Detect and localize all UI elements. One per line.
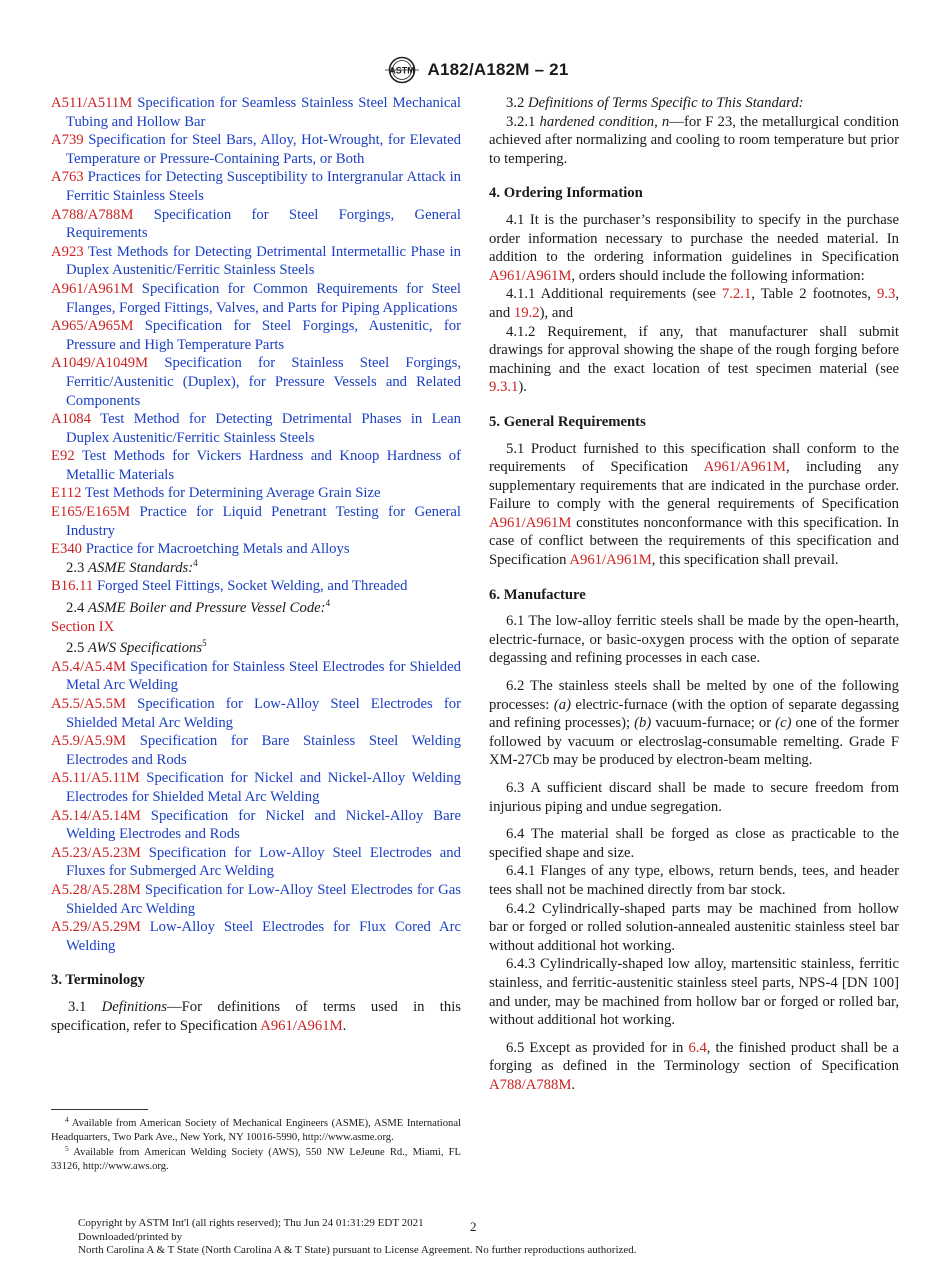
- reference-title[interactable]: Low-Alloy Steel Electrodes for Flux Cored Arc Welding: [66, 919, 461, 954]
- paragraph-3-2-1: 3.2.1 hardened condition, n—for F 23, the metallurgical condition achieved after normalizing and cooling to room temperature but prior to tempering.: [489, 113, 899, 167]
- reference-title[interactable]: Practice for Macroetching Metals and Alloys: [85, 541, 350, 558]
- spec-link[interactable]: A961/A961M: [489, 514, 572, 531]
- section-heading-ordering: 4. Ordering Information: [489, 185, 643, 202]
- reference-title[interactable]: Specification for Steel Bars, Alloy, Hot-Wrought, for Elevated Temperature or Pressure-Containing Parts, or Both: [66, 132, 461, 167]
- reference-entry[interactable]: [51, 410, 461, 447]
- reference-code[interactable]: A5.5/A5.5M: [51, 696, 127, 712]
- reference-title[interactable]: Specification for Nickel and Nickel-Alloy Bare Welding Electrodes and Rods: [66, 807, 462, 843]
- reference-title[interactable]: Specification for Stainless Steel Electrodes for Shielded Metal Arc Welding: [66, 658, 461, 694]
- paragraph-6-5: 6.5 Except as provided for in 6.4, the finished product shall be a forging as defined in the Terminology section of Specification A788/A788M.: [489, 1039, 900, 1093]
- svg-text:ASTM: ASTM: [388, 65, 415, 76]
- reference-code[interactable]: E340: [51, 541, 83, 558]
- reference-code[interactable]: E165/E165M: [51, 504, 131, 521]
- reference-code[interactable]: A5.14/A5.14M: [51, 807, 141, 824]
- spec-link[interactable]: A961/A961M: [260, 1017, 343, 1034]
- page-number: 2: [470, 1219, 477, 1234]
- reference-title[interactable]: Test Method for Detecting Detrimental Phases in Lean Duplex Austenitic/Ferritic Stainless Steels: [66, 411, 461, 446]
- reference-title[interactable]: Specification for Bare Stainless Steel Welding Electrodes and Rods: [66, 733, 461, 768]
- paragraph-5-1: 5.1 Product furnished to this specification shall conform to the requirements of Specification A961/A961M, including any supplementary requirements that are indicated in the purchase order. Failure to comply with the general requirements of Specification A961/A961M constitutes nonconformance with this specification. In case of conflict between the requirements of this specification and Specification A961/A961M, this specification shall prevail.: [489, 440, 900, 569]
- reference-entry[interactable]: [51, 769, 461, 806]
- reference-entry[interactable]: [51, 918, 461, 955]
- reference-code[interactable]: A5.4/A5.4M: [51, 658, 127, 675]
- section-link[interactable]: 7.2.1: [721, 286, 752, 303]
- page-footer: [78, 1217, 918, 1258]
- reference-title[interactable]: Test Methods for Determining Average Grain Size: [84, 485, 381, 502]
- astm-reference-list: [51, 94, 461, 559]
- footnotes: [51, 1117, 461, 1175]
- reference-code[interactable]: A923: [51, 243, 84, 260]
- reference-title[interactable]: Specification for Low-Alloy Steel Electrodes for Shielded Metal Arc Welding: [66, 696, 461, 731]
- spec-link[interactable]: A961/A961M: [489, 267, 572, 284]
- left-column: [51, 94, 461, 1035]
- paragraph-6-4-2: 6.4.2 Cylindrically-shaped parts may be machined from hollow bar or forged or rolled solution-annealed austenitic stainless steel bar without additional hot working.: [489, 900, 899, 954]
- paragraph-6-4: 6.4 The material shall be forged as close as practicable to the specified shape and size.: [489, 826, 899, 861]
- copyright-line: Copyright by ASTM Int'l (all rights reserved); Thu Jun 24 01:31:29 EDT 2021: [78, 1217, 424, 1229]
- reference-entry[interactable]: [51, 484, 461, 503]
- reference-code[interactable]: A739: [51, 132, 84, 149]
- reference-code[interactable]: A961/A961M: [51, 280, 134, 297]
- reference-entry[interactable]: [51, 732, 461, 769]
- reference-code[interactable]: A511/A511M: [51, 95, 133, 111]
- reference-entry[interactable]: [51, 206, 461, 243]
- reference-title[interactable]: Specification for Steel Forgings, Austenitic, for Pressure and High Temperature Parts: [66, 318, 461, 353]
- reference-entry[interactable]: [51, 280, 461, 317]
- paragraph-4-1-1: 4.1.1 Additional requirements (see 7.2.1, Table 2 footnotes, 9.3, and 19.2), and: [489, 286, 899, 321]
- section-link[interactable]: 9.3.1: [489, 379, 519, 396]
- footnote-rule: [51, 1109, 148, 1110]
- reference-entry[interactable]: [51, 94, 461, 131]
- reference-entry[interactable]: [51, 503, 461, 540]
- paragraph-3-2: 3.2 Definitions of Terms Specific to This Standard:: [506, 95, 804, 111]
- document-designation: A182/A182M – 21: [427, 60, 569, 79]
- page-header: [0, 56, 950, 84]
- reference-title[interactable]: Specification for Low-Alloy Steel Electrodes for Gas Shielded Arc Welding: [66, 881, 461, 917]
- reference-code[interactable]: A1084: [51, 411, 91, 428]
- paragraph-6-2: 6.2 The stainless steels shall be melted by one of the following processes: (a) electric-furnace (with the option of separate degassing and refining processes); (b) vacuum-furnace; or (c) one of the former followed by vacuum or electroslag-consumable remelting. Grade F XM-27Cb may be produced by electron-beam melting.: [489, 678, 900, 769]
- reference-code[interactable]: A1049/A1049M: [51, 355, 149, 372]
- reference-entry[interactable]: [51, 447, 461, 484]
- reference-entry[interactable]: [51, 807, 461, 844]
- aws-reference-list: [51, 658, 461, 956]
- section-2-3: 2.3 ASME Standards:$^4$: [66, 557, 198, 576]
- asme-reference[interactable]: [51, 577, 461, 596]
- section-link[interactable]: 19.2: [513, 304, 540, 321]
- footnote-5: $^5$ Available from American Welding Society (AWS), 550 NW LeJeune Rd., Miami, FL 33126, http://www.aws.org.: [51, 1143, 461, 1173]
- asme-bpvc-section-ix-link[interactable]: Section IX: [51, 618, 115, 635]
- reference-entry[interactable]: [51, 844, 461, 881]
- section-link[interactable]: 6.4: [688, 1039, 707, 1056]
- section-link[interactable]: 9.3: [876, 286, 896, 303]
- reference-entry[interactable]: [51, 881, 461, 918]
- paragraph-6-4-3: 6.4.3 Cylindrically-shaped low alloy, martensitic stainless, ferritic stainless, and ferritic-austenitic stainless steel parts, NPS-4 [DN 100] and under, may be machined from hollow bar or forged or rolled bar, without additional hot working.: [489, 956, 899, 1029]
- reference-title[interactable]: Practice for Liquid Penetrant Testing for General Industry: [66, 504, 462, 539]
- reference-entry[interactable]: [51, 354, 461, 410]
- section-2-5: 2.5 AWS Specifications$^5$: [66, 638, 207, 657]
- paragraph-6-3: 6.3 A sufficient discard shall be made to secure freedom from injurious piping and undue segregation.: [489, 780, 899, 815]
- right-column: [489, 94, 899, 1095]
- section-heading-terminology: 3. Terminology: [51, 972, 145, 989]
- reference-entry[interactable]: [51, 658, 461, 695]
- reference-title[interactable]: Specification for Steel Forgings, General Requirements: [66, 206, 461, 242]
- reference-entry[interactable]: [51, 317, 461, 354]
- reference-title[interactable]: Test Methods for Vickers Hardness and Knoop Hardness of Metallic Materials: [66, 448, 461, 483]
- download-line: Downloaded/printed by: [78, 1230, 183, 1243]
- section-heading-manufacture: 6. Manufacture: [489, 586, 586, 603]
- spec-link[interactable]: A788/A788M: [489, 1076, 572, 1093]
- reference-code[interactable]: A965/A965M: [51, 318, 134, 335]
- reference-title[interactable]: Specification for Common Requirements for Steel Flanges, Forged Fittings, Valves, and Parts for Piping Applications: [66, 280, 461, 316]
- reference-code[interactable]: E112: [51, 485, 82, 502]
- reference-entry[interactable]: [51, 540, 461, 559]
- paragraph-4-1: 4.1 It is the purchaser’s responsibility to specify in the purchase order information necessary to purchase the needed material. In addition to the ordering information guidelines in Specification A961/A961M, orders should include the following information:: [489, 211, 899, 284]
- reference-title[interactable]: Specification for Stainless Steel Forgings, Ferritic/Austenitic (Duplex), for Pressure Vessels and Related Components: [66, 355, 461, 409]
- reference-entry[interactable]: [51, 168, 461, 205]
- reference-code[interactable]: A5.29/A5.29M: [51, 919, 141, 936]
- section-heading-general: 5. General Requirements: [489, 413, 646, 430]
- reference-entry[interactable]: [51, 131, 461, 168]
- reference-code[interactable]: A763: [51, 169, 84, 186]
- astm-logo-icon: [382, 56, 422, 84]
- reference-code[interactable]: E92: [51, 448, 75, 465]
- paragraph-6-1: 6.1 The low-alloy ferritic steels shall be made by the open-hearth, electric-furnace, or basic-oxygen process with the option of separate degassing and refining processes in each case.: [489, 613, 899, 667]
- reference-entry[interactable]: [51, 695, 461, 732]
- reference-title[interactable]: Specification for Seamless Stainless Steel Mechanical Tubing and Hollow Bar: [66, 95, 462, 130]
- reference-code[interactable]: A5.11/A5.11M: [51, 770, 140, 787]
- spec-link[interactable]: A961/A961M: [703, 459, 786, 476]
- reference-title[interactable]: Specification for Low-Alloy Steel Electrodes and Fluxes for Submerged Arc Welding: [66, 844, 461, 880]
- spec-link[interactable]: A961/A961M: [569, 552, 652, 569]
- paragraph-3-1: 3.1 Definitions—For definitions of terms used in this specification, refer to Specification A961/A961M.: [51, 998, 461, 1034]
- reference-code[interactable]: A5.28/A5.28M: [51, 881, 141, 898]
- paragraph-4-1-2: 4.1.2 Requirement, if any, that manufacturer shall submit drawings for approval showing the shape of the rough forging before machining and the exact location of test specimen material (see 9.3.1).: [489, 323, 899, 396]
- reference-code[interactable]: B16.11: [51, 578, 94, 595]
- reference-title[interactable]: Practices for Detecting Susceptibility to Intergranular Attack in Ferritic Stainless Steels: [66, 169, 462, 204]
- footnote-4: $^4$ Available from American Society of Mechanical Engineers (ASME), ASME International Headquarters, Two Park Ave., New York, NY 10016-5990, http://www.asme.org.: [51, 1115, 461, 1144]
- reference-code[interactable]: A5.23/A5.23M: [51, 844, 141, 861]
- reference-title[interactable]: Test Methods for Detecting Detrimental Intermetallic Phase in Duplex Austenitic/Ferritic Stainless Steels: [66, 243, 461, 279]
- reference-title[interactable]: Specification for Nickel and Nickel-Alloy Welding Electrodes for Shielded Metal Arc Welding: [66, 770, 461, 805]
- reference-code[interactable]: A5.9/A5.9M: [51, 733, 127, 750]
- reference-code[interactable]: A788/A788M: [51, 206, 134, 223]
- reference-title[interactable]: Forged Steel Fittings, Socket Welding, and Threaded: [96, 578, 408, 595]
- section-2-4: 2.4 ASME Boiler and Pressure Vessel Code:$^4$: [66, 598, 331, 617]
- license-line: North Carolina A & T State (North Carolina A & T State) pursuant to License Agreement. No further reproductions authorized.: [78, 1244, 637, 1257]
- reference-entry[interactable]: [51, 243, 461, 280]
- paragraph-6-4-1: 6.4.1 Flanges of any type, elbows, return bends, tees, and header tees shall not be machined directly from bar stock.: [489, 863, 899, 898]
